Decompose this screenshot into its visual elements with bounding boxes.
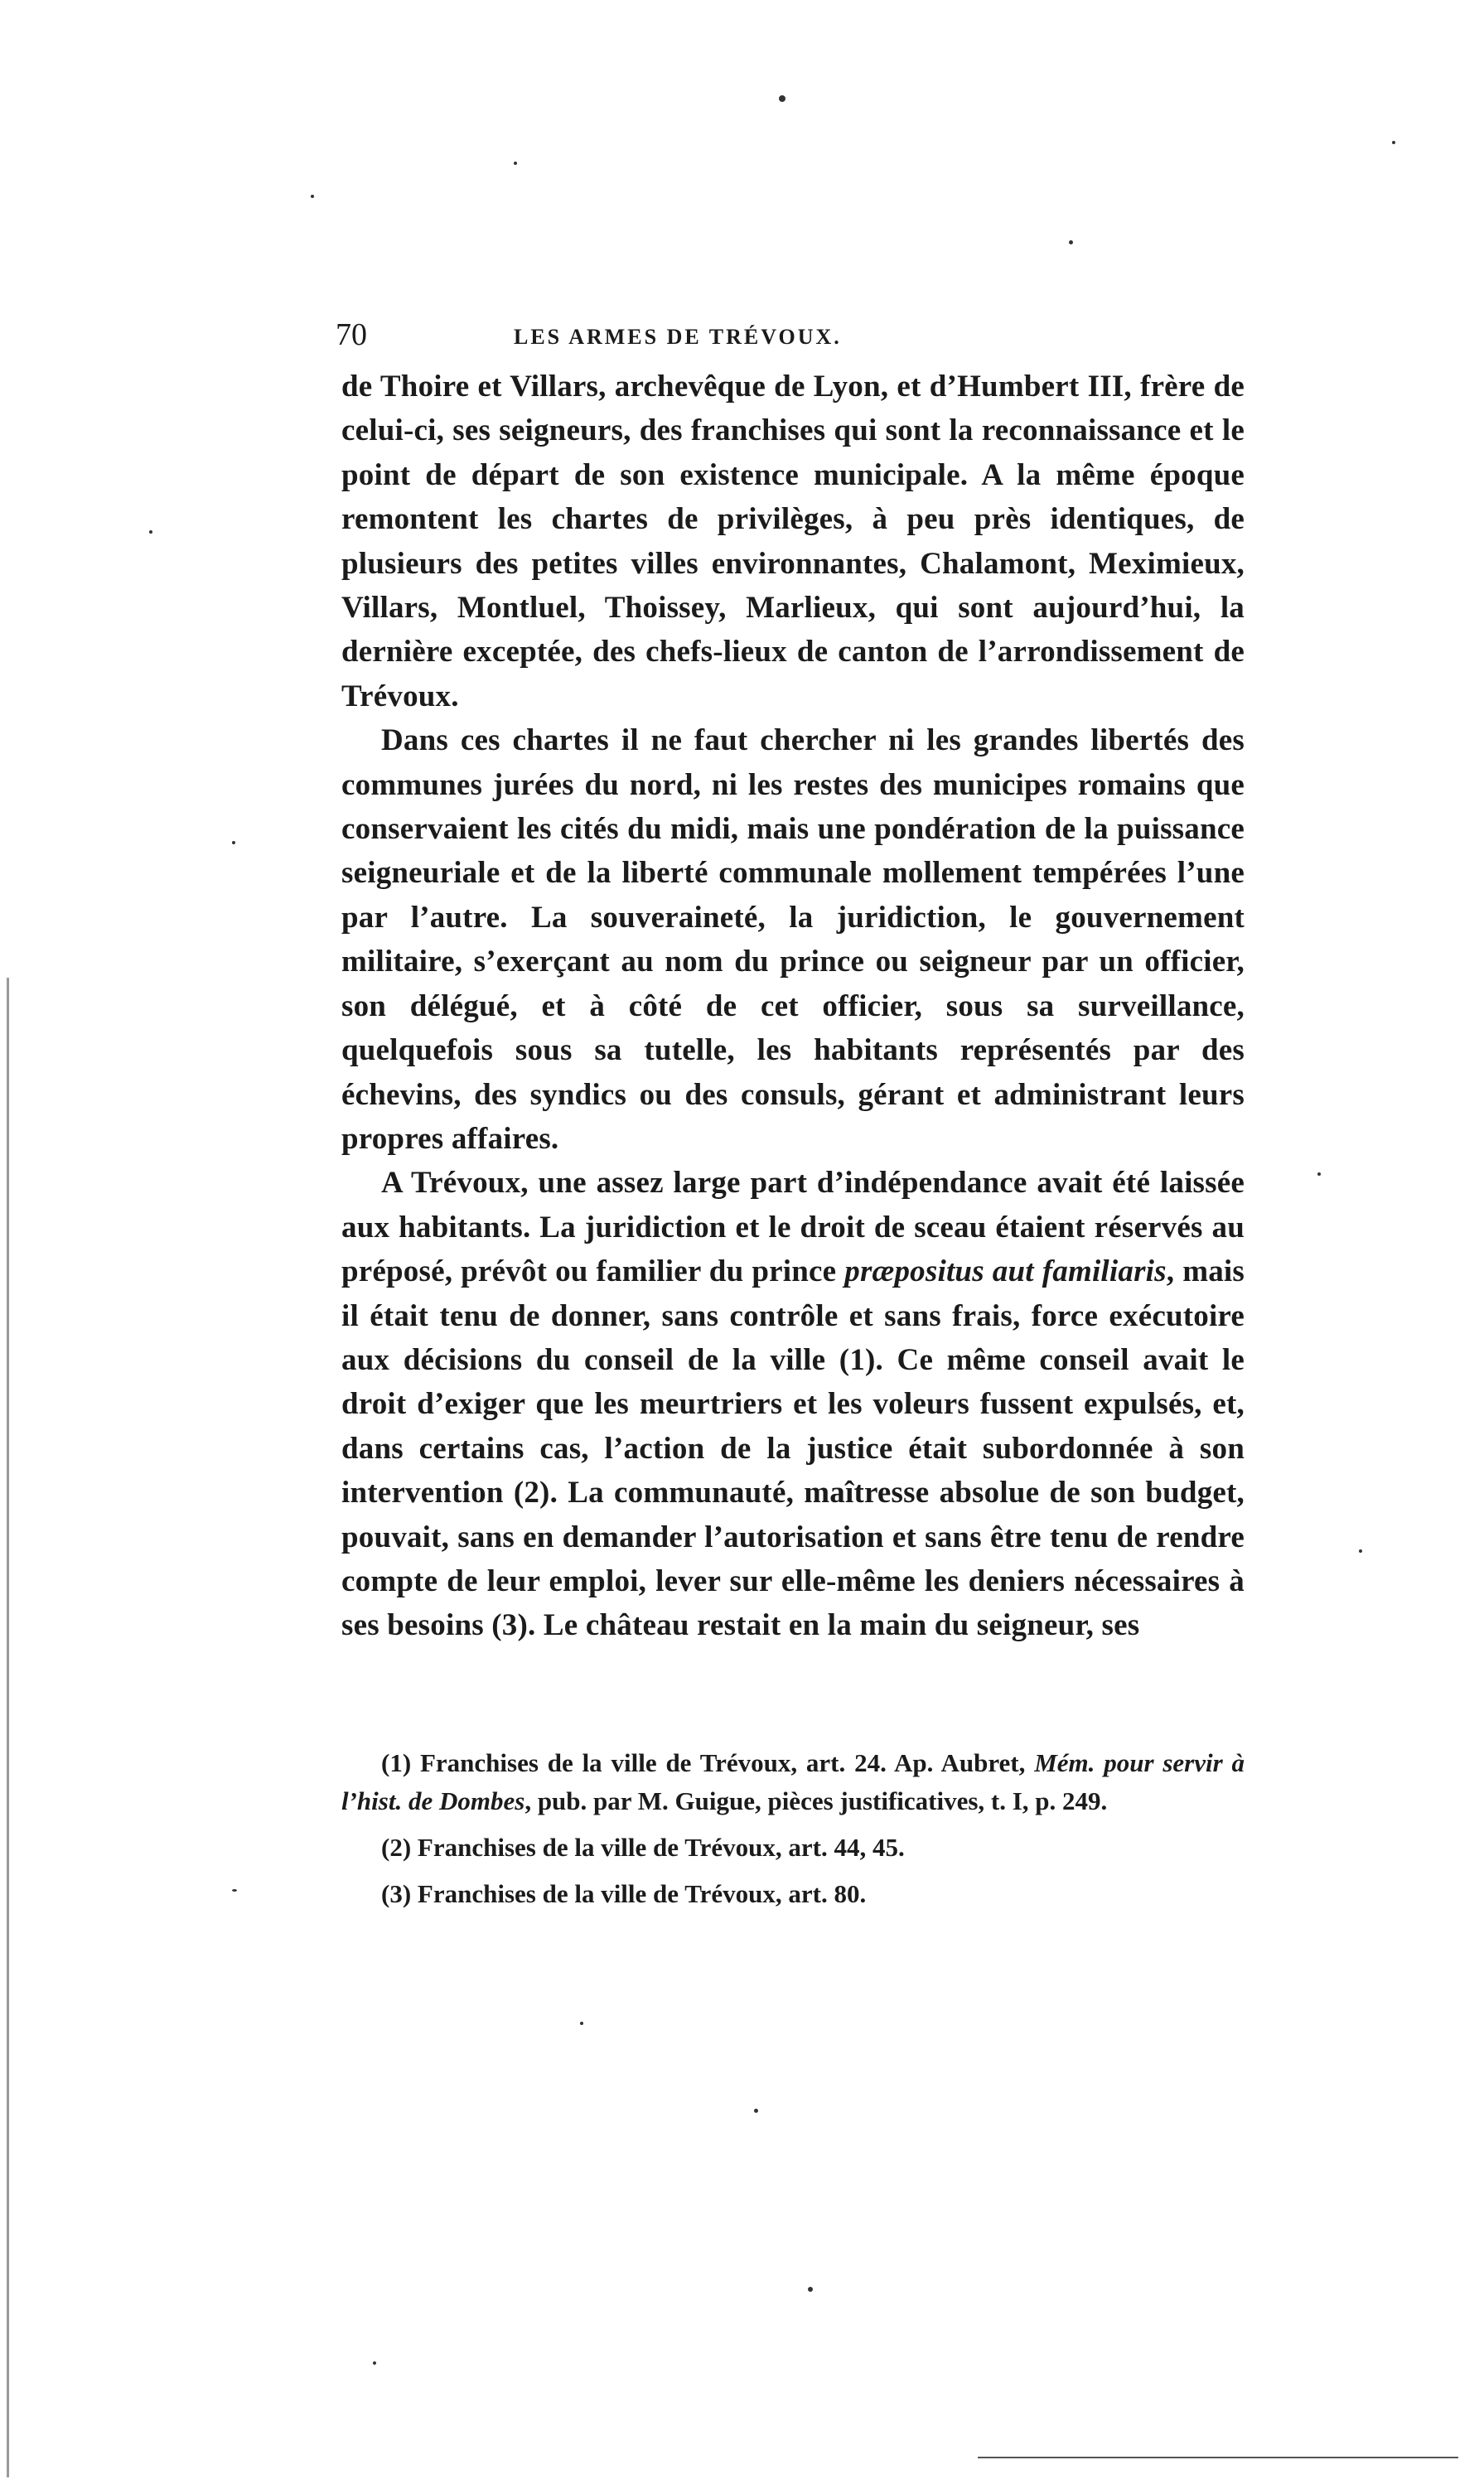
scan-edge-shadow [7, 978, 9, 2477]
scan-speck [1317, 1172, 1321, 1176]
scan-speck [580, 2022, 583, 2025]
footnote-2: (2) Franchises de la ville de Trévoux, art. 44, 45. [381, 1833, 905, 1862]
paragraph-2: Dans ces chartes il ne faut chercher ni les grandes libertés des communes jurées du nord, ni les restes des municipes romains que conservaient les cités du midi, mais une pondération de la puissance seigneuriale et de la liberté communale mollement tempérées l’une par l’autre. La souveraineté, la juridiction, le gouvernement militaire, s’exerçant au nom du prince ou seigneur par un officier, son délégué, et à côté de cet officier, sous sa surveillance, quelquefois sous sa tutelle, les habitants représentés par des échevins, des syndics ou des consuls, gérant et administrant leurs propres affaires. [341, 723, 1245, 1156]
paragraph-3-text-b: , mais il était tenu de donner, sans contrôle et sans frais, force exécutoire aux décisions du conseil de la ville (1). Ce même conseil avait le droit d’exiger que les meurtriers et les voleurs fussent expulsés, et, dans certains cas, l’action de la justice était subordonnée à son intervention (2). La communauté, maîtresse absolue de son budget, pouvait, sans en demander l’autorisation et sans être tenu de rendre compte de leur emploi, lever sur elle-même les deniers nécessaires à ses besoins (3). Le château restait en la main du seigneur, ses [341, 1254, 1245, 1643]
main-text [341, 365, 1245, 1648]
scan-speck [1359, 1549, 1362, 1553]
scan-speck [779, 95, 786, 102]
footnote-3: (3) Franchises de la ville de Trévoux, art. 80. [381, 1879, 867, 1908]
footnote-1-text-a: (1) Franchises de la ville de Trévoux, art. 24. Ap. Aubret, [381, 1748, 1035, 1777]
scan-speck [808, 2287, 813, 2292]
page-number: 70 [336, 317, 367, 352]
running-title: LES ARMES DE TRÉVOUX. [514, 325, 842, 349]
footnote-1-text-b: , pub. par M. Guigue, pièces justificatives, t. I, p. 249. [524, 1786, 1108, 1815]
scan-speck [514, 162, 517, 165]
paragraph-1: de Thoire et Villars, archevêque de Lyon, et d’Humbert III, frère de celui-ci, ses seigneurs, des franchises qui sont la reconnaissance et le point de départ de son existence municipale. A la même époque remontent les chartes de privilèges, à peu près identiques, de plusieurs des petites villes environnantes, Chalamont, Meximieux, Villars, Montluel, Thoissey, Marlieux, qui sont aujourd’hui, la dernière exceptée, des chefs-lieux de canton de l’arrondissement de Trévoux. [341, 370, 1245, 713]
footnotes [341, 1744, 1245, 1921]
scan-speck [373, 2361, 376, 2365]
scan-speck [754, 2109, 758, 2113]
footnote-1 [341, 1744, 1245, 1820]
scan-speck [1069, 240, 1073, 244]
scan-speck [311, 195, 314, 198]
scan-speck [232, 1889, 237, 1892]
scan-speck [232, 841, 235, 844]
scan-speck [1392, 141, 1395, 144]
paragraph-3-text-a: A Trévoux, une assez large part d’indépendance avait été laissée aux habitants. La juridiction et le droit de sceau étaient réservés au préposé, prévôt ou familier du prince [341, 1166, 1245, 1289]
scan-speck [149, 530, 152, 534]
paragraph-3 [341, 1161, 1245, 1647]
paragraph-3-latin-phrase: præpositus aut familiaris [844, 1254, 1167, 1289]
footnote-1-italic-title: Mém. pour servir à l’hist. de Dombes [341, 1748, 1245, 1815]
bottom-rule [978, 2457, 1458, 2458]
